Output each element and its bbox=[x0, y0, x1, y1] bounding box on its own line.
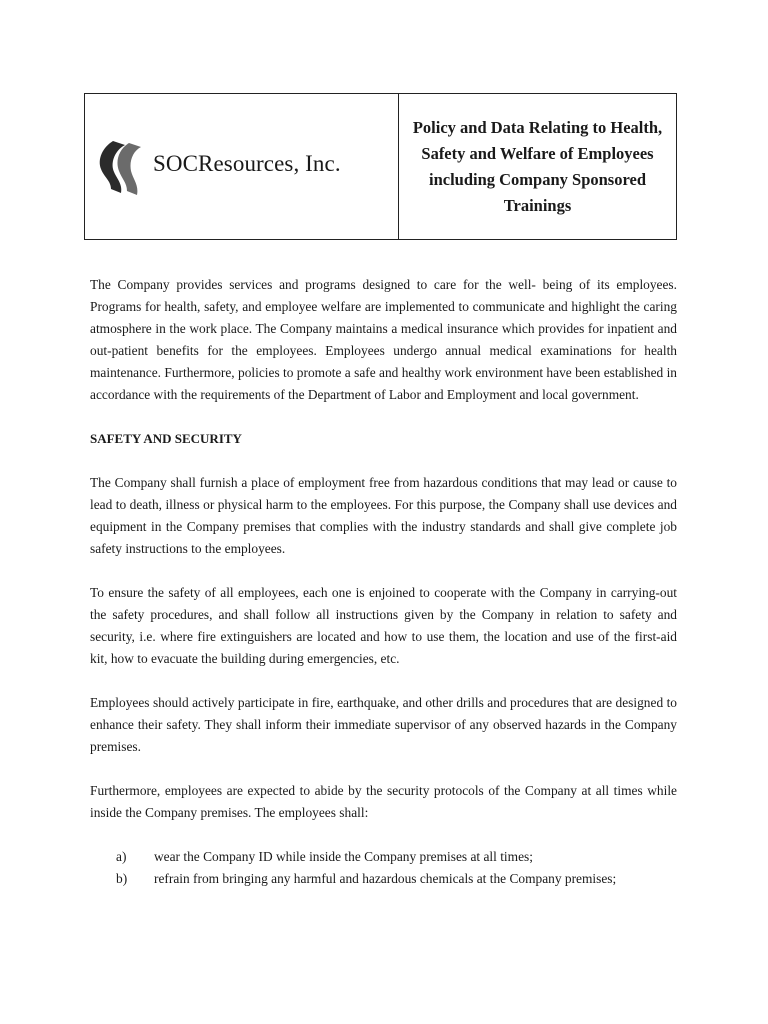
company-logo-cell bbox=[85, 94, 399, 239]
document-header bbox=[84, 93, 677, 240]
list-item bbox=[90, 846, 677, 868]
document-body bbox=[90, 274, 677, 890]
section-heading: SAFETY AND SECURITY bbox=[90, 431, 242, 446]
list-item bbox=[90, 868, 677, 890]
paragraph: Furthermore, employees are expected to abide by the security protocols of the Company at all times while inside the Company premises. The employees shall: bbox=[90, 783, 677, 820]
document-title: Policy and Data Relating to Health, Safety and Welfare of Employees including Company Sponsored Trainings bbox=[412, 117, 663, 215]
list-item-text: wear the Company ID while inside the Company premises at all times; bbox=[154, 849, 533, 864]
intro-paragraph: The Company provides services and programs designed to care for the well- being of its employees. Programs for health, safety, and employee welfare are implemented to communicate and highlight the caring atmosphere in the work place. The Company maintains a medical insurance which provides for inpatient and out-patient benefits for the employees. Employees undergo annual medical examinations for health maintenance. Furthermore, policies to promote a safe and healthy work environment have been established in accordance with the requirements of the Department of Labor and Employment and local government. bbox=[90, 277, 677, 402]
company-name: SOCResources, Inc. bbox=[153, 150, 341, 176]
list-item-text: refrain from bringing any harmful and hazardous chemicals at the Company premises; bbox=[154, 871, 617, 886]
paragraph: To ensure the safety of all employees, each one is enjoined to cooperate with the Company in carrying-out the safety procedures, and shall follow all instructions given by the Company in relation to safety and security, i.e. where fire extinguishers are located and how to use them, the location and use of the first-aid kit, how to evacuate the building during emergencies, etc. bbox=[90, 585, 677, 666]
paragraph: The Company shall furnish a place of employment free from hazardous conditions that may lead or cause to lead to death, illness or physical harm to the employees. For this purpose, the Company shall use devices and equipment in the Company premises that complies with the industry standards and shall give complete job safety instructions to the employees. bbox=[90, 475, 677, 556]
paragraph: Employees should actively participate in fire, earthquake, and other drills and procedures that are designed to enhance their safety. They shall inform their immediate supervisor of any observed hazards in the Company premises. bbox=[90, 695, 677, 754]
security-protocol-list bbox=[90, 846, 677, 890]
company-logo-icon bbox=[95, 137, 151, 197]
list-marker: b) bbox=[116, 871, 128, 886]
list-marker: a) bbox=[116, 849, 127, 864]
